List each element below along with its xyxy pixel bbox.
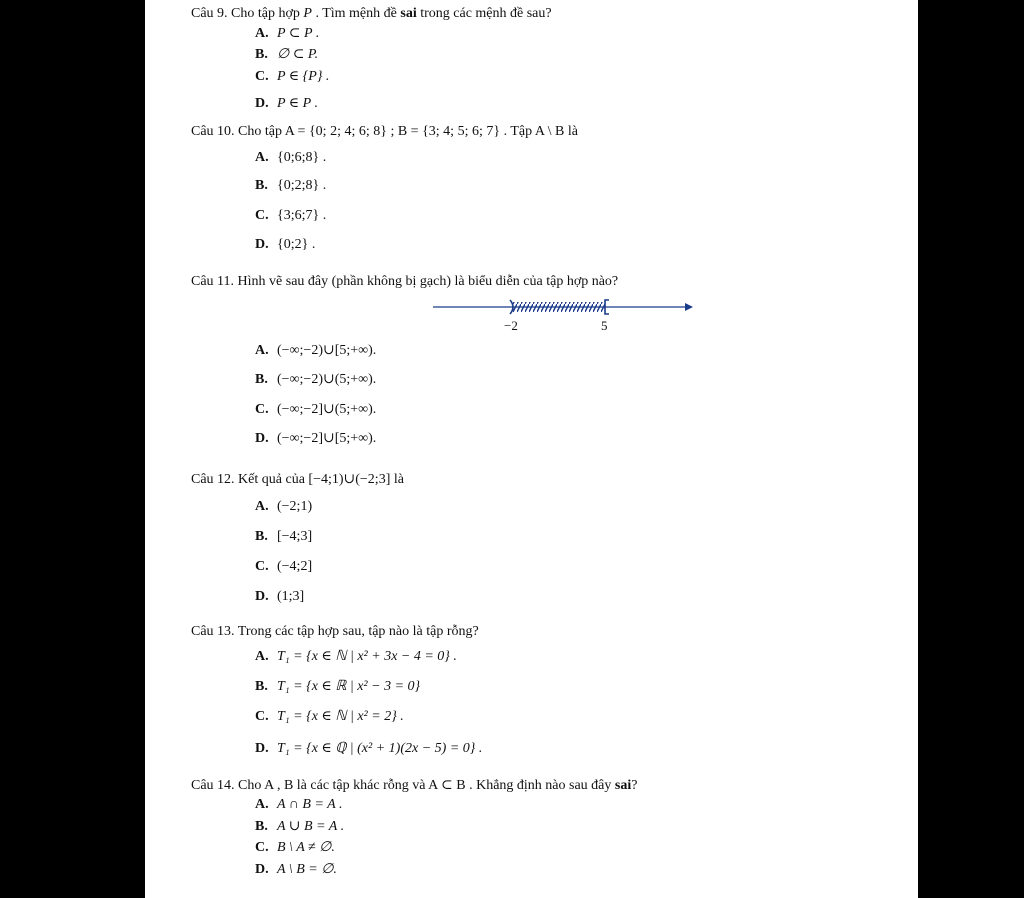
q12-option-b xyxy=(255,529,312,545)
q9-option-b xyxy=(255,46,318,63)
option-text: (−∞;−2]∪(5;+∞). xyxy=(277,402,377,417)
option-label: D. xyxy=(255,237,269,252)
q9-stem-post: trong các mệnh đề sau? xyxy=(416,6,552,21)
option-text: T₁ = {x ∈ ℕ | x² = 2} . xyxy=(277,709,404,724)
q13-option-b xyxy=(255,678,420,695)
option-text: (−∞;−2]∪[5;+∞). xyxy=(277,431,377,446)
option-label: A. xyxy=(255,343,269,358)
question-13-stem: Câu 13. Trong các tập hợp sau, tập nào là tập rỗng? xyxy=(191,624,479,639)
q9-stem-mid: . Tìm mệnh đề xyxy=(311,6,401,21)
option-text: P ∈ P . xyxy=(277,96,318,111)
q10-option-a xyxy=(255,150,326,166)
q13-option-a xyxy=(255,648,457,665)
number-line xyxy=(433,296,693,336)
option-label: A. xyxy=(255,150,269,165)
tick-label-right: 5 xyxy=(601,318,608,333)
q12-option-c xyxy=(255,559,312,575)
option-text: A ∪ B = A . xyxy=(277,819,345,834)
option-text: T₁ = {x ∈ ℝ | x² − 3 = 0} xyxy=(277,679,421,694)
option-text: (−∞;−2)∪(5;+∞). xyxy=(277,372,377,387)
option-label: B. xyxy=(255,372,268,387)
question-14-stem xyxy=(191,777,637,794)
q9-stem-pre: Câu 9. Cho tập hợp xyxy=(191,6,304,21)
option-label: D. xyxy=(255,96,269,111)
q14-option-a xyxy=(255,797,342,813)
option-text: (−∞;−2)∪[5;+∞). xyxy=(277,343,377,358)
option-label: D. xyxy=(255,431,269,446)
q12-option-a xyxy=(255,499,312,515)
q10-option-b xyxy=(255,178,326,194)
option-label: C. xyxy=(255,709,269,724)
option-text: (−2;1) xyxy=(277,499,313,514)
q14-stem-pre: Câu 14. Cho A , B là các tập khác rỗng và A ⊂ B . Khẳng định nào sau đây xyxy=(191,778,615,793)
option-label: A. xyxy=(255,26,269,41)
q13-option-d xyxy=(255,740,482,757)
option-label: A. xyxy=(255,797,269,812)
q14-option-b xyxy=(255,818,344,835)
q14-stem-post: ? xyxy=(631,778,638,793)
q11-option-b xyxy=(255,371,376,388)
q10-option-d xyxy=(255,237,315,253)
question-11-stem: Câu 11. Hình vẽ sau đây (phần không bị gạch) là biểu diễn của tập hợp nào? xyxy=(191,274,619,289)
hatched-region xyxy=(513,302,605,312)
option-text: ∅ ⊂ P. xyxy=(277,47,319,62)
q13-option-c xyxy=(255,708,404,725)
q9-stem-var: P xyxy=(303,6,312,21)
option-label: C. xyxy=(255,840,269,855)
option-label: B. xyxy=(255,529,268,544)
option-label: D. xyxy=(255,589,269,604)
option-label: A. xyxy=(255,649,269,664)
number-line-graphic xyxy=(433,296,693,318)
option-text: [−4;3] xyxy=(277,529,313,544)
q11-option-c xyxy=(255,401,376,418)
tick-label-left: −2 xyxy=(504,318,518,333)
q12-option-d xyxy=(255,589,304,605)
option-text: P ⊂ P . xyxy=(277,26,320,41)
document-page xyxy=(145,0,918,898)
option-text: P ∈ {P} . xyxy=(277,69,330,84)
option-label: D. xyxy=(255,741,269,756)
option-label: C. xyxy=(255,208,269,223)
option-text: {0;2} . xyxy=(277,237,316,252)
q9-option-c xyxy=(255,68,329,85)
q14-stem-bold: sai xyxy=(614,778,632,793)
option-label: B. xyxy=(255,178,268,193)
option-label: A. xyxy=(255,499,269,514)
q14-option-d xyxy=(255,861,337,878)
option-label: B. xyxy=(255,679,268,694)
q11-option-a xyxy=(255,342,376,359)
option-text: {3;6;7} . xyxy=(277,208,327,223)
q9-option-d xyxy=(255,95,318,112)
question-10-stem: Câu 10. Cho tập A = {0; 2; 4; 6; 8} ; B = {3; 4; 5; 6; 7} . Tập A \ B là xyxy=(191,124,578,139)
option-text: (−4;2] xyxy=(277,559,313,574)
option-label: C. xyxy=(255,402,269,417)
option-text: A \ B = ∅. xyxy=(277,862,337,877)
question-12-stem: Câu 12. Kết quả của [−4;1)∪(−2;3] là xyxy=(191,472,404,487)
option-text: T₁ = {x ∈ ℚ | (x² + 1)(2x − 5) = 0} . xyxy=(277,741,483,756)
q11-option-d xyxy=(255,430,376,447)
q10-option-c xyxy=(255,208,326,224)
q9-option-a xyxy=(255,25,319,42)
option-text: T₁ = {x ∈ ℕ | x² + 3x − 4 = 0} . xyxy=(277,649,457,664)
option-text: {0;6;8} . xyxy=(277,150,327,165)
option-label: D. xyxy=(255,862,269,877)
option-text: A ∩ B = A . xyxy=(277,797,343,812)
option-label: B. xyxy=(255,819,268,834)
option-label: C. xyxy=(255,69,269,84)
option-label: B. xyxy=(255,47,268,62)
q14-option-c xyxy=(255,839,335,856)
option-text: {0;2;8} . xyxy=(277,178,327,193)
axis-arrow-icon xyxy=(685,303,693,311)
q9-stem-bold: sai xyxy=(400,6,417,21)
option-text: (1;3] xyxy=(277,589,305,604)
question-9-stem xyxy=(191,6,552,22)
option-label: C. xyxy=(255,559,269,574)
option-text: B \ A ≠ ∅. xyxy=(277,840,335,855)
